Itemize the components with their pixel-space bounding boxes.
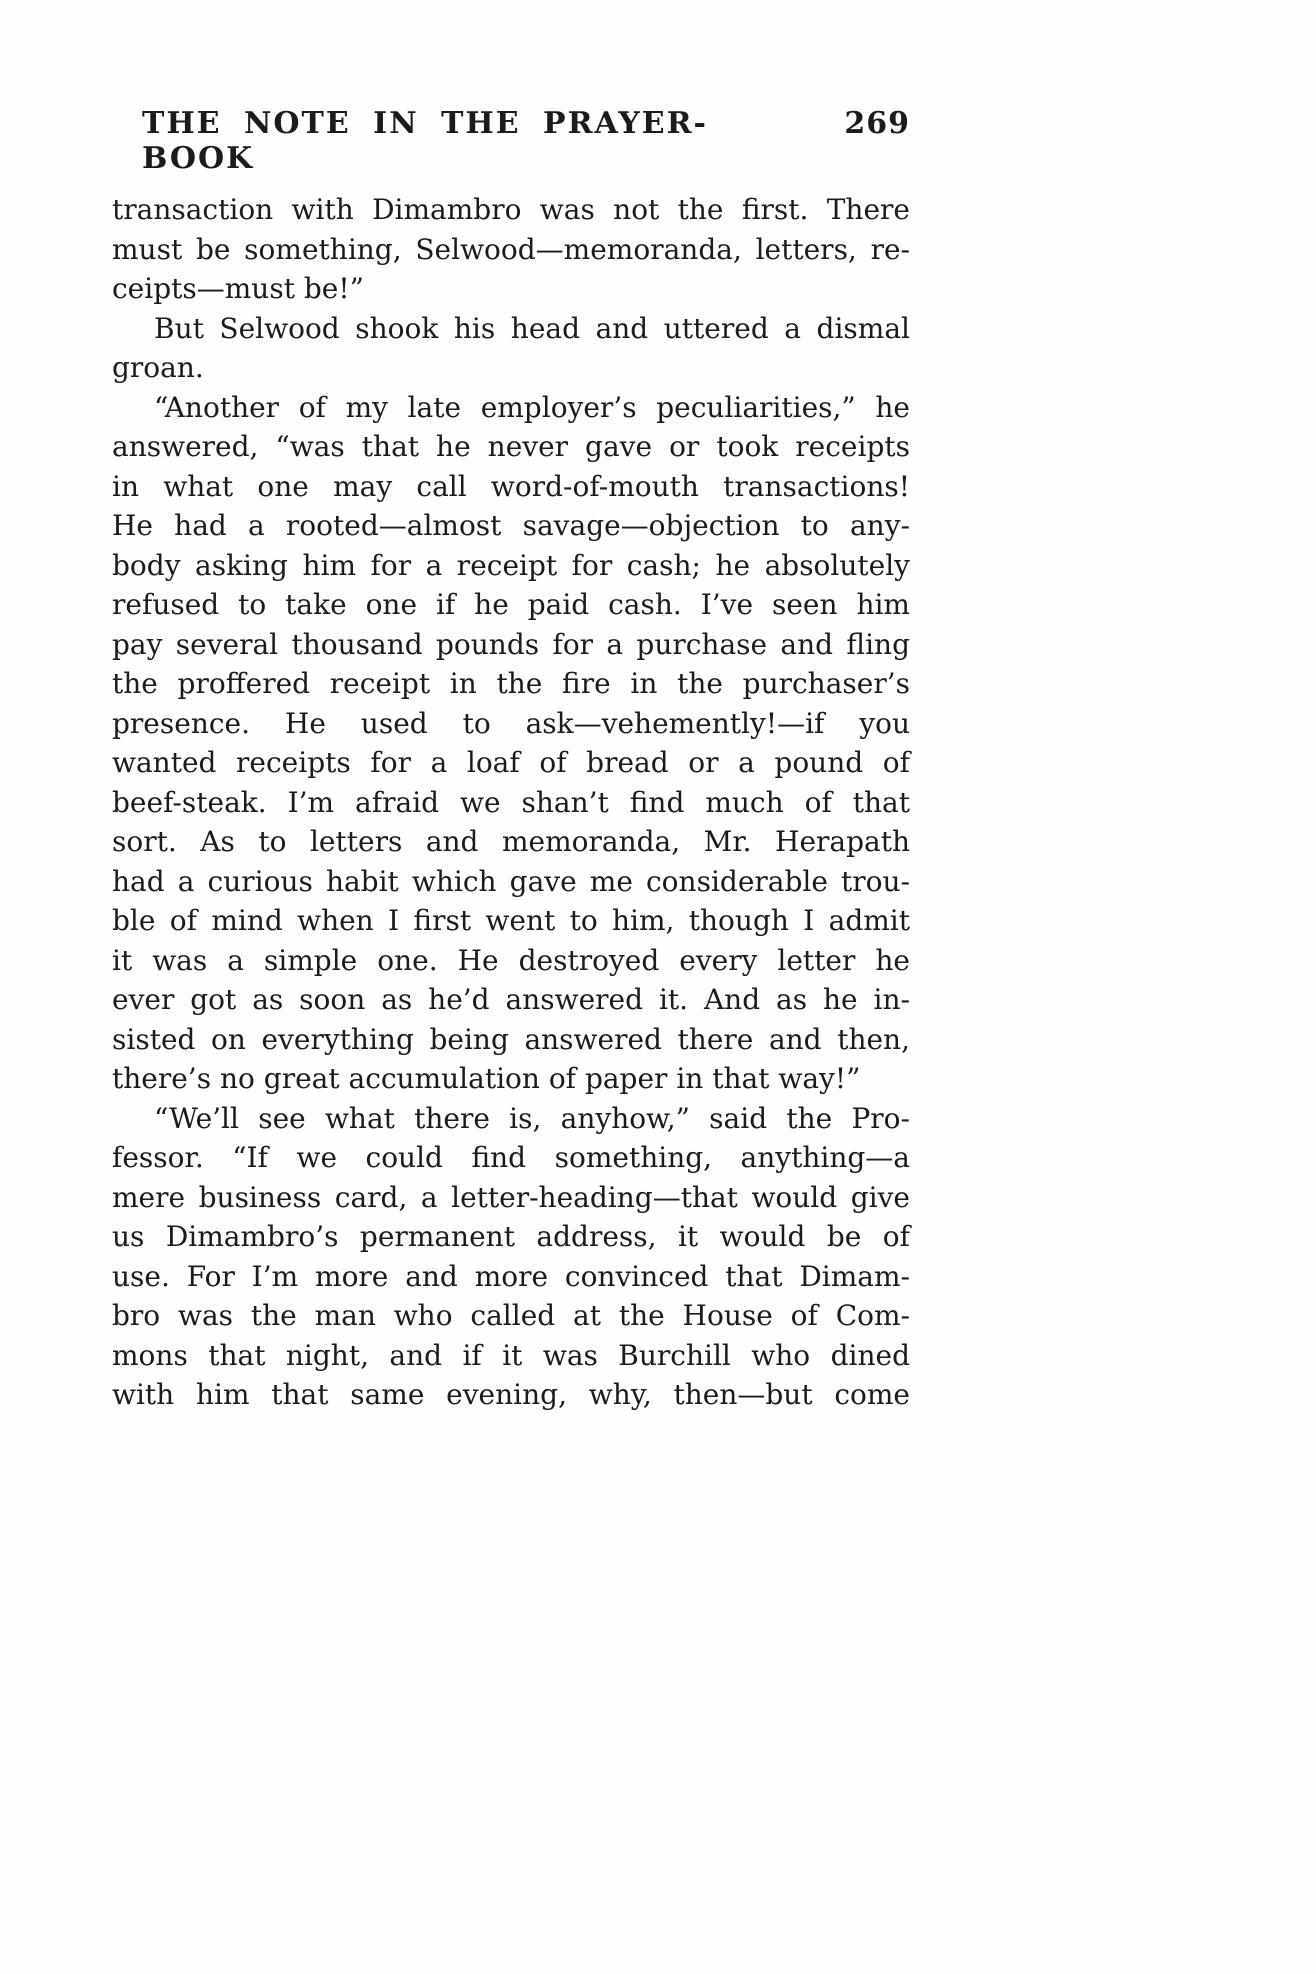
paragraph [112,1099,910,1415]
text-line: use. For I’m more and more convinced that Dimam- [112,1259,910,1293]
text-line: pay several thousand pounds for a purchase and fling [112,627,910,661]
text-line: the proffered receipt in the fire in the purchaser’s [112,667,910,700]
text-body [112,190,910,1415]
text-line: beef-steak. I’m afraid we shan’t find much of that [112,785,910,819]
text-line: sort. As to letters and memoranda, Mr. Herapath [112,825,910,858]
text-line: ceipts—must be!” [112,272,364,305]
text-line: there’s no great accumulation of paper in that way!” [112,1062,861,1095]
text-line: But Selwood shook his head and uttered a dismal [154,311,910,345]
paragraph [112,190,910,309]
text-block [112,106,910,1415]
text-line: body asking him for a receipt for cash; he absolutely [112,548,910,582]
text-line: bro was the man who called at the House of Com- [112,1299,910,1332]
text-line: must be something, Selwood—memoranda, letters, re- [112,232,910,266]
text-line: ble of mind when I first went to him, though I admit [112,904,910,937]
text-line: with him that same evening, why, then—but come [112,1378,910,1411]
text-line: wanted receipts for a loaf of bread or a pound of [112,746,910,779]
text-line: groan. [112,351,204,384]
paragraph [112,309,910,388]
text-line: sisted on everything being answered there and then, [112,1022,910,1056]
text-line: transaction with Dimambro was not the first. There [112,193,910,226]
page-number: 269 [844,106,910,141]
text-line: fessor. “If we could find something, anything—a [112,1141,910,1174]
text-line: “We’ll see what there is, anyhow,” said the Pro- [154,1101,910,1135]
text-line: us Dimambro’s permanent address, it would be of [112,1220,910,1253]
text-line: mere business card, a letter-heading—that would give [112,1180,910,1214]
text-line: ever got as soon as he’d answered it. And as he in- [112,983,910,1016]
text-line: presence. He used to ask—vehemently!—if you [112,706,910,740]
paragraph [112,388,910,1099]
text-line: He had a rooted—almost savage—objection to any- [112,509,910,542]
chapter-title: THE NOTE IN THE PRAYER-BOOK [142,106,708,176]
running-head [112,106,910,176]
text-line: in what one may call word-of-mouth transactions! [112,469,910,503]
text-line: had a curious habit which gave me considerable trou- [112,864,910,898]
text-line: answered, “was that he never gave or took receipts [112,430,910,463]
text-line: “Another of my late employer’s peculiarities,” he [154,390,910,424]
text-line: refused to take one if he paid cash. I’ve seen him [112,588,910,621]
text-line: it was a simple one. He destroyed every letter he [112,943,910,977]
text-line: mons that night, and if it was Burchill who dined [112,1338,910,1372]
